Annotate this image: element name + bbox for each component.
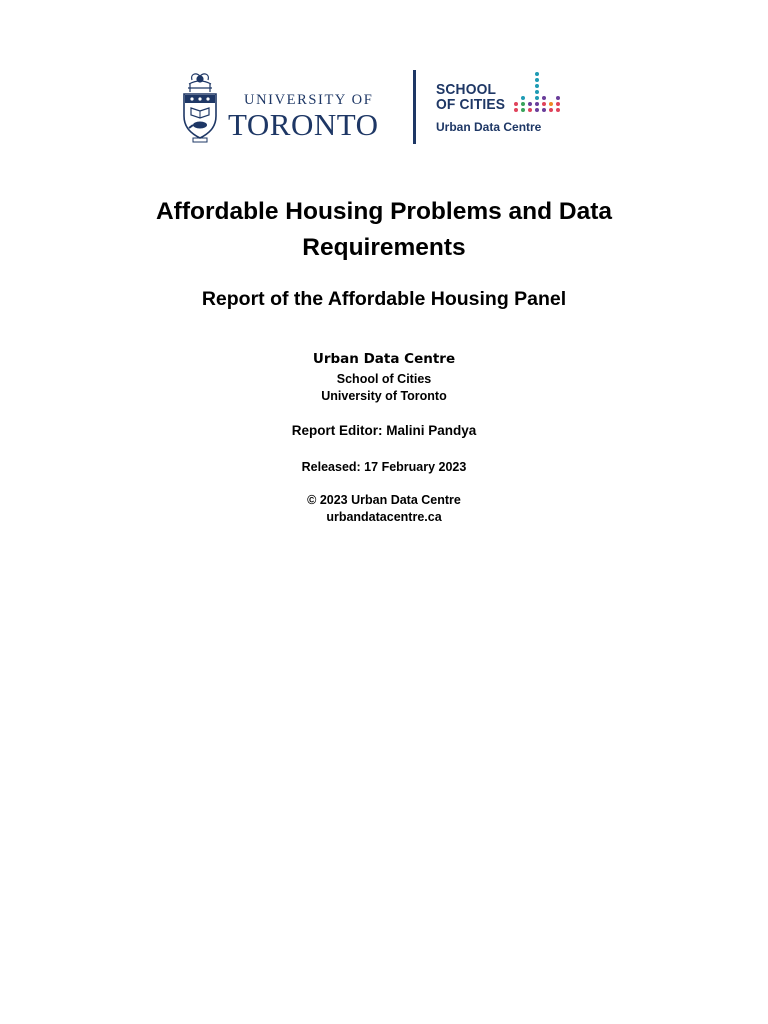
dot-matrix-icon: [512, 70, 560, 114]
urban-data-centre-logo-label: Urban Data Centre: [436, 120, 542, 134]
report-subtitle: Report of the Affordable Housing Panel: [201, 288, 567, 310]
report-title: Affordable Housing Problems and Data Requirements: [155, 198, 613, 261]
uoft-wordmark-line1: UNIVERSITY OF: [244, 92, 374, 108]
logo-band: [180, 68, 570, 148]
uoft-wordmark: [228, 92, 398, 140]
website-link[interactable]: urbandatacentre.ca: [326, 510, 442, 524]
logo-divider: [413, 70, 416, 144]
organization-name: Urban Data Centre: [312, 351, 456, 367]
school-of-cities-line1: SCHOOL: [436, 81, 497, 98]
report-editor: Report Editor: Malini Pandya: [291, 423, 477, 438]
school-of-cities-logo: [436, 82, 566, 142]
university-crest-icon: [180, 70, 220, 144]
release-date: Released: 17 February 2023: [301, 460, 467, 474]
copyright-notice: © 2023 Urban Data Centre: [307, 493, 461, 507]
school-of-cities-line2: OF CITIES: [436, 96, 506, 113]
school-of-cities-wordmark: [436, 82, 505, 112]
school-name: School of Cities: [336, 372, 432, 386]
university-name: University of Toronto: [321, 389, 447, 403]
uoft-wordmark-line2: TORONTO: [228, 107, 379, 142]
